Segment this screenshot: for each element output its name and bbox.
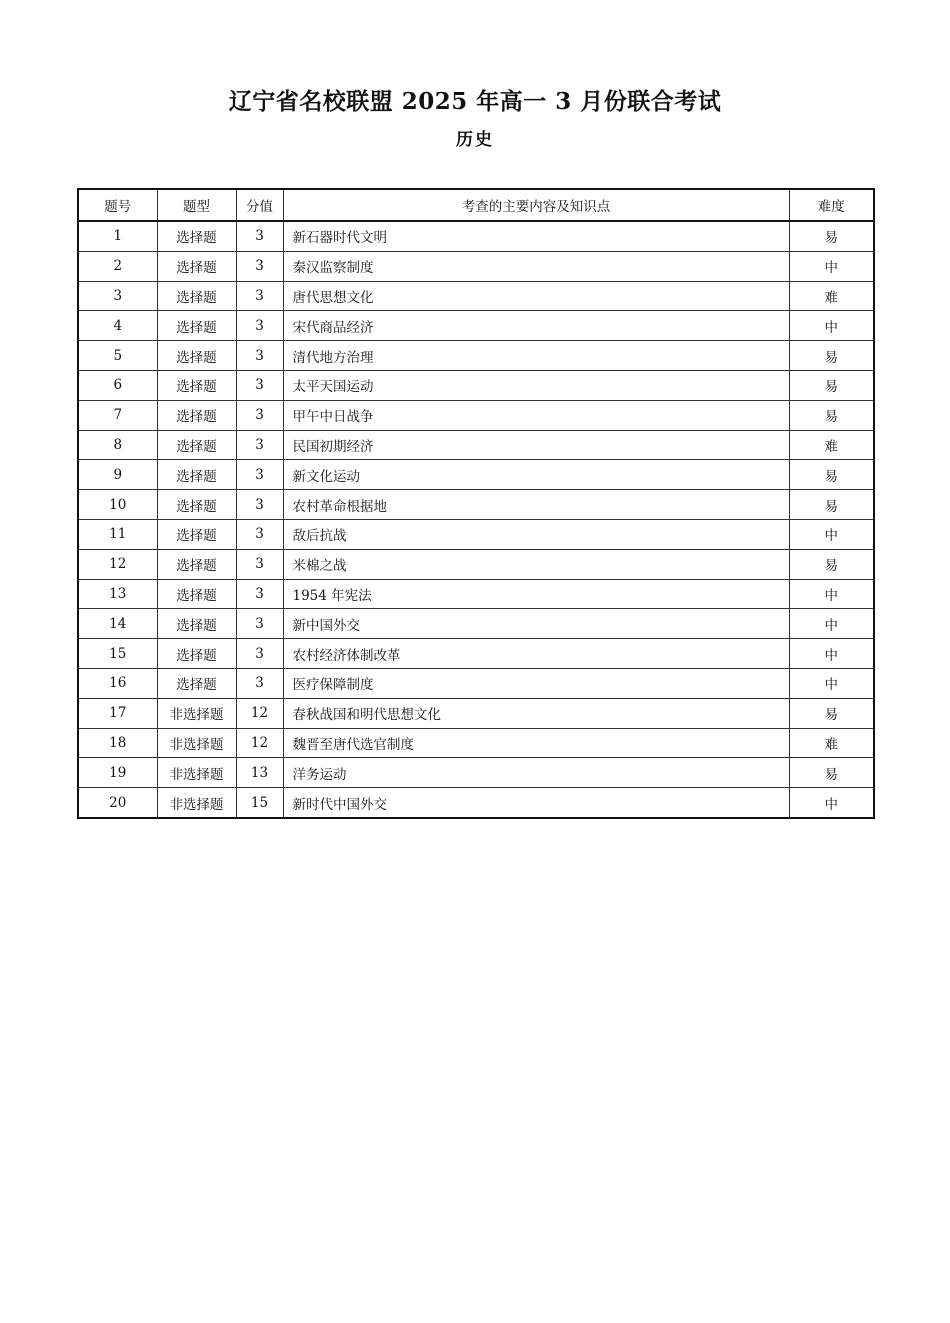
cell-number: 1 [78, 221, 157, 251]
cell-content: 甲午中日战争 [283, 400, 789, 430]
cell-type: 选择题 [157, 251, 236, 281]
cell-score: 3 [236, 519, 283, 549]
cell-number: 9 [78, 460, 157, 490]
cell-content: 敌后抗战 [283, 519, 789, 549]
cell-difficulty: 易 [789, 490, 874, 520]
cell-number: 14 [78, 609, 157, 639]
cell-score: 3 [236, 341, 283, 371]
cell-content: 农村经济体制改革 [283, 639, 789, 669]
cell-number: 11 [78, 519, 157, 549]
header-row [78, 189, 874, 221]
cell-type: 选择题 [157, 609, 236, 639]
cell-type: 选择题 [157, 460, 236, 490]
cell-difficulty: 中 [789, 251, 874, 281]
table-row [78, 519, 874, 549]
cell-number: 5 [78, 341, 157, 371]
cell-content: 新石器时代文明 [283, 221, 789, 251]
cell-number: 15 [78, 639, 157, 669]
cell-number: 12 [78, 549, 157, 579]
cell-score: 13 [236, 758, 283, 788]
cell-difficulty: 难 [789, 728, 874, 758]
cell-type: 非选择题 [157, 788, 236, 818]
cell-type: 非选择题 [157, 728, 236, 758]
cell-score: 3 [236, 311, 283, 341]
cell-content: 宋代商品经济 [283, 311, 789, 341]
cell-number: 4 [78, 311, 157, 341]
cell-content: 太平天国运动 [283, 370, 789, 400]
cell-difficulty: 易 [789, 400, 874, 430]
cell-content: 新时代中国外交 [283, 788, 789, 818]
cell-score: 3 [236, 668, 283, 698]
cell-difficulty: 易 [789, 460, 874, 490]
table-row [78, 460, 874, 490]
cell-score: 12 [236, 728, 283, 758]
table-row [78, 430, 874, 460]
cell-score: 3 [236, 221, 283, 251]
header-type: 题型 [157, 189, 236, 221]
cell-score: 3 [236, 549, 283, 579]
cell-difficulty: 中 [789, 519, 874, 549]
cell-number: 18 [78, 728, 157, 758]
cell-type: 选择题 [157, 668, 236, 698]
cell-difficulty: 易 [789, 758, 874, 788]
cell-score: 3 [236, 281, 283, 311]
cell-number: 13 [78, 579, 157, 609]
cell-content: 1954 年宪法 [283, 579, 789, 609]
cell-type: 选择题 [157, 579, 236, 609]
cell-number: 20 [78, 788, 157, 818]
header-difficulty: 难度 [789, 189, 874, 221]
table-header [78, 189, 874, 221]
cell-difficulty: 中 [789, 579, 874, 609]
table-row [78, 549, 874, 579]
cell-difficulty: 中 [789, 609, 874, 639]
table-row [78, 698, 874, 728]
cell-type: 选择题 [157, 519, 236, 549]
table-row [78, 758, 874, 788]
table-row [78, 281, 874, 311]
table-row [78, 221, 874, 251]
cell-number: 3 [78, 281, 157, 311]
cell-type: 选择题 [157, 370, 236, 400]
cell-content: 医疗保障制度 [283, 668, 789, 698]
cell-number: 8 [78, 430, 157, 460]
document-title: 辽宁省名校联盟 2025 年高一 3 月份联合考试 [228, 88, 722, 115]
cell-content: 米棉之战 [283, 549, 789, 579]
cell-type: 选择题 [157, 639, 236, 669]
cell-difficulty: 难 [789, 430, 874, 460]
cell-content: 民国初期经济 [283, 430, 789, 460]
cell-content: 清代地方治理 [283, 341, 789, 371]
cell-type: 非选择题 [157, 698, 236, 728]
table-row [78, 490, 874, 520]
cell-score: 3 [236, 370, 283, 400]
cell-score: 3 [236, 579, 283, 609]
cell-content: 农村革命根据地 [283, 490, 789, 520]
table-row [78, 341, 874, 371]
cell-number: 17 [78, 698, 157, 728]
cell-score: 3 [236, 430, 283, 460]
cell-difficulty: 中 [789, 311, 874, 341]
cell-type: 选择题 [157, 281, 236, 311]
cell-number: 2 [78, 251, 157, 281]
cell-score: 3 [236, 609, 283, 639]
cell-number: 19 [78, 758, 157, 788]
cell-difficulty: 中 [789, 668, 874, 698]
table-row [78, 609, 874, 639]
cell-number: 16 [78, 668, 157, 698]
cell-difficulty: 难 [789, 281, 874, 311]
table-row [78, 579, 874, 609]
cell-difficulty: 易 [789, 341, 874, 371]
cell-score: 12 [236, 698, 283, 728]
cell-number: 6 [78, 370, 157, 400]
cell-difficulty: 易 [789, 221, 874, 251]
cell-type: 非选择题 [157, 758, 236, 788]
cell-difficulty: 中 [789, 788, 874, 818]
table-row [78, 251, 874, 281]
header-score: 分值 [236, 189, 283, 221]
table-row [78, 728, 874, 758]
cell-content: 新中国外交 [283, 609, 789, 639]
cell-type: 选择题 [157, 549, 236, 579]
cell-type: 选择题 [157, 311, 236, 341]
header-content: 考查的主要内容及知识点 [283, 189, 789, 221]
table-body [78, 221, 874, 818]
cell-difficulty: 易 [789, 370, 874, 400]
table-row [78, 370, 874, 400]
cell-score: 3 [236, 400, 283, 430]
cell-type: 选择题 [157, 430, 236, 460]
cell-score: 3 [236, 490, 283, 520]
cell-content: 新文化运动 [283, 460, 789, 490]
table-row [78, 400, 874, 430]
cell-type: 选择题 [157, 400, 236, 430]
subject-title: 历史 [456, 130, 494, 150]
cell-content: 秦汉监察制度 [283, 251, 789, 281]
cell-difficulty: 中 [789, 639, 874, 669]
cell-score: 15 [236, 788, 283, 818]
cell-content: 洋务运动 [283, 758, 789, 788]
table-row [78, 788, 874, 818]
table-row [78, 668, 874, 698]
cell-type: 选择题 [157, 341, 236, 371]
cell-score: 3 [236, 251, 283, 281]
cell-difficulty: 易 [789, 549, 874, 579]
cell-content: 唐代思想文化 [283, 281, 789, 311]
cell-score: 3 [236, 639, 283, 669]
cell-number: 10 [78, 490, 157, 520]
cell-score: 3 [236, 460, 283, 490]
question-spec-table [77, 188, 875, 819]
cell-content: 魏晋至唐代选官制度 [283, 728, 789, 758]
cell-difficulty: 易 [789, 698, 874, 728]
cell-type: 选择题 [157, 490, 236, 520]
cell-type: 选择题 [157, 221, 236, 251]
header-number: 题号 [78, 189, 157, 221]
table-row [78, 639, 874, 669]
cell-number: 7 [78, 400, 157, 430]
cell-content: 春秋战国和明代思想文化 [283, 698, 789, 728]
table-row [78, 311, 874, 341]
